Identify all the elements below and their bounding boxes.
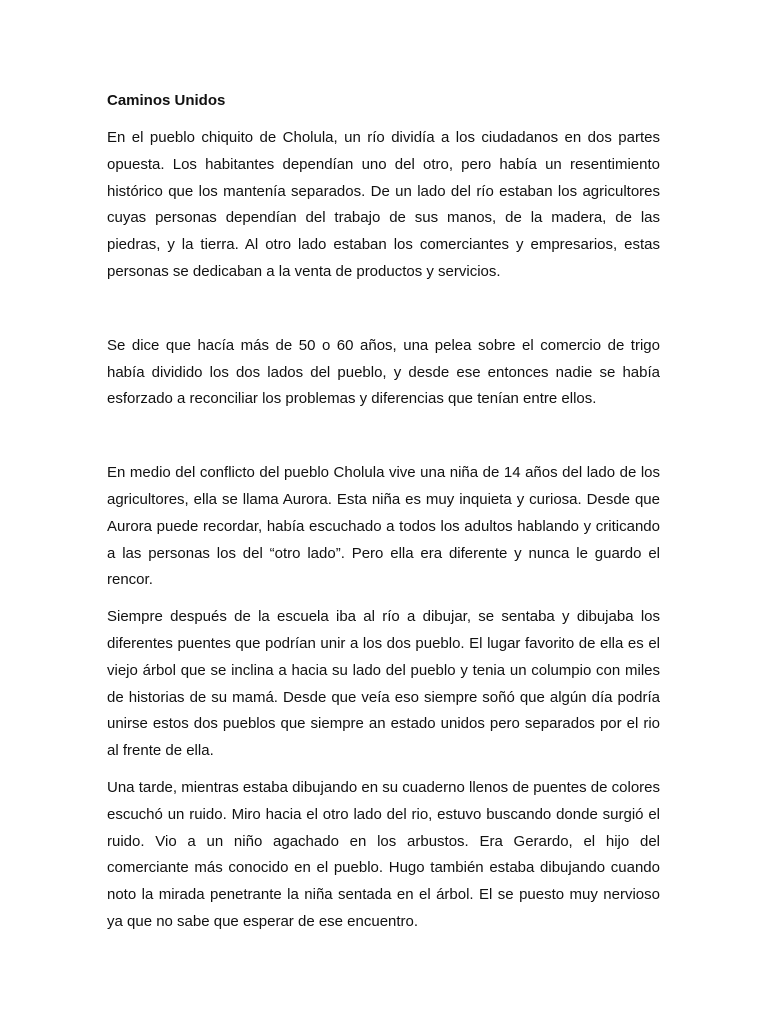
paragraph-spacer	[107, 286, 660, 333]
paragraph-5: Una tarde, mientras estaba dibujando en su cuaderno llenos de puentes de colores escuchó un ruido. Miro hacia el otro lado del rio, estuvo buscando donde surgió el ruido. Vio a un niño agachado en los arbustos. Era Gerardo, el hijo del comerciante más conocido en el pueblo. Hugo también estaba dibujando cuando noto la mirada penetrante la niña sentada en el árbol. El se puesto muy nervioso ya que no sabe que esperar de ese encuentro.	[107, 778, 660, 930]
document-page	[107, 90, 660, 936]
paragraph-3: En medio del conflicto del pueblo Cholula vive una niña de 14 años del lado de los agricultores, ella se llama Aurora. Esta niña es muy inquieta y curiosa. Desde que Aurora puede recordar, había escuchado a todos los adultos hablando y criticando a las personas los del “otro lado”. Pero ella era diferente y nunca le guardo el rencor.	[107, 464, 660, 589]
paragraph-spacer	[107, 594, 660, 604]
paragraph-spacer	[107, 413, 660, 460]
document-title: Caminos Unidos	[107, 92, 226, 109]
paragraph-4: Siempre después de la escuela iba al río a dibujar, se sentaba y dibujaba los diferentes puentes que podrían unir a los dos pueblo. El lugar favorito de ella es el viejo árbol que se inclina a hacia su lado del pueblo y tenia un columpio con miles de historias de su mamá. Desde que veía eso siempre soñó que algún día podría unirse estos dos pueblos que siempre an estado unidos pero separados por el rio al frente de ella.	[107, 608, 660, 760]
paragraph-2: Se dice que hacía más de 50 o 60 años, una pelea sobre el comercio de trigo había dividido los dos lados del pueblo, y desde ese entonces nadie se había esforzado a reconciliar los problemas y diferencias que tenían entre ellos.	[107, 336, 660, 408]
paragraph-1: En el pueblo chiquito de Cholula, un río dividía a los ciudadanos en dos partes opuesta. Los habitantes dependían uno del otro, pero había un resentimiento histórico que los mantenía separados. De un lado del río estaban los agricultores cuyas personas dependían del trabajo de sus manos, de la madera, de las piedras, y la tierra. Al otro lado estaban los comerciantes y empresarios, estas personas se dedicaban a la venta de productos y servicios.	[107, 129, 660, 280]
paragraph-spacer	[107, 765, 660, 775]
